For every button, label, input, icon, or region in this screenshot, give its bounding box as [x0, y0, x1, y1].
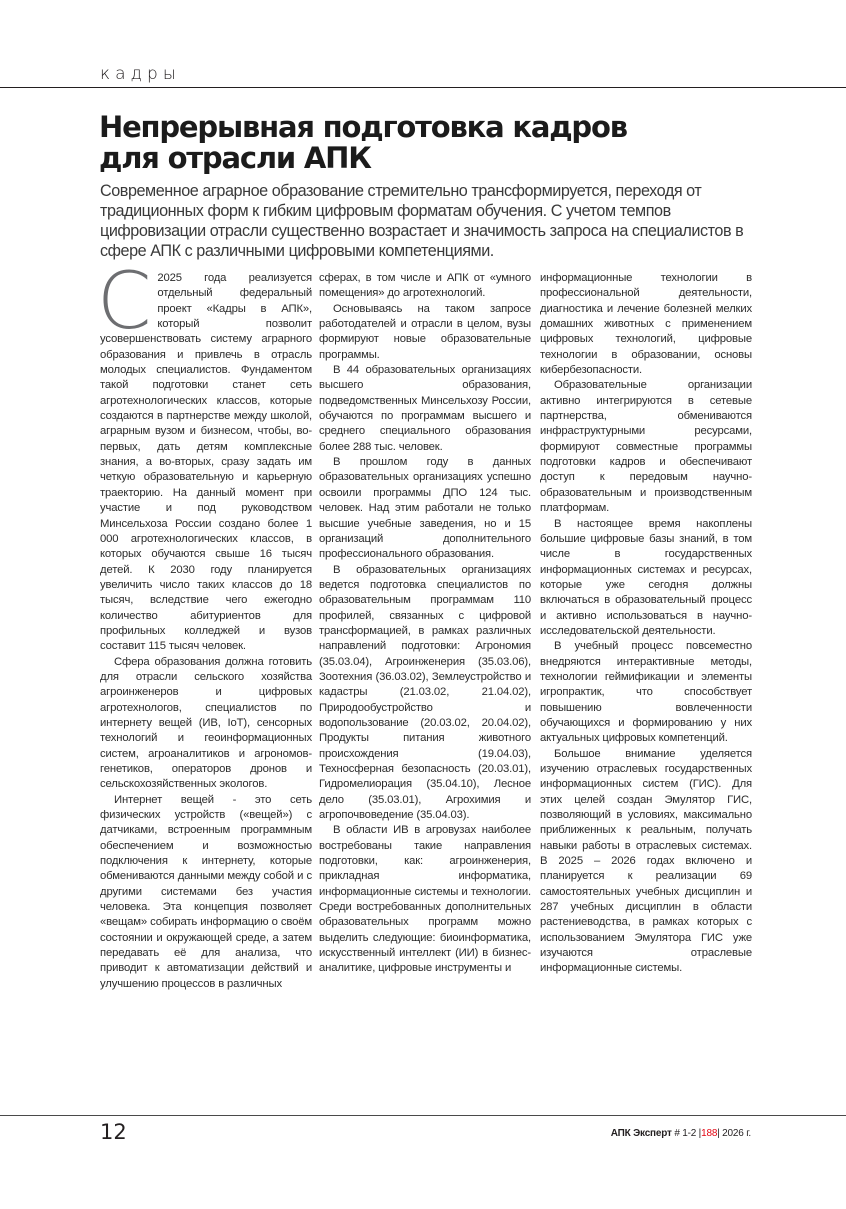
article-title-line2: для отрасли АПК — [99, 141, 371, 175]
paragraph: Интернет вещей - это сеть физических устройств («вещей») с датчиками, встроенным программным обеспечением и возможностью подключения к интернету, которые обмениваются данными между собой и с другими системами без участия человека. Эта концепция позволяет «вещам» собирать информацию о своём состоянии и окружающей среде, а затем передавать её для анализа, что приводит к автоматизации действий и улучшению процессов в различных — [100, 793, 312, 990]
paragraph: Сфера образования должна готовить для отрасли сельского хозяйства агроинженеров и цифровых агротехнологов, специалистов по интернету вещей (ИВ, IoT), сенсорных технологий и геоинформационных систем, агроаналитиков и агрономов-генетиков, операторов дронов и сельскохозяйственных экологов. — [100, 655, 312, 791]
paragraph: В учебный процесс повсеместно внедряются интерактивные методы, технологии геймификации и элементы игропрактик, что способствует повышению вовлеченности обучающихся и формированию у них актуальных цифровых компетенций. — [540, 640, 752, 745]
drop-cap: С — [97, 257, 152, 347]
article-lead: Современное аграрное образование стремительно трансформируется, переходя от традиционных форм к гибким цифровым форматам обучения. С учетом темпов цифровизации отрасли существенно возрастает и значимость запроса на специалистов в сфере АПК с различными цифровыми компетенциями. — [100, 182, 744, 260]
paragraph: В настоящее время накоплены большие цифровые базы знаний, в том числе в государственных информационных системах и ресурсах, которые уже сегодня должны включаться в образовательный процесс и активно использоваться в научно-исследовательской деятельности. — [540, 517, 752, 637]
column-1 — [97, 257, 312, 992]
paragraph: Основываясь на таком запросе работодателей и отрасли в целом, вузы формируют новые образовательные программы. — [319, 302, 531, 361]
page-number: 12 — [100, 1120, 127, 1144]
paragraph: В 44 образовательных организациях высшего образования, подведомственных Минсельхозу России, обучаются по программам высшего и среднего специального образования более 288 тыс. человек. — [319, 364, 531, 453]
footer-divider — [0, 1115, 846, 1116]
section-label: кадры — [100, 64, 181, 84]
magazine-name: АПК Эксперт — [610, 1128, 672, 1139]
issue-info — [611, 1128, 751, 1139]
paragraph-intro — [97, 257, 312, 655]
paragraph-continued: информационные технологии в профессиональной деятельности, диагностика и лечение болезней мелких домашних животных с применением цифровых технологий, цифровые технологии в образовании, основы кибербезопасности. — [540, 272, 752, 377]
column-2 — [319, 271, 531, 977]
column-3 — [540, 271, 752, 977]
issue-prefix: # 1-2 | — [671, 1128, 702, 1139]
article-title-line1: Непрерывная подготовка кадров — [99, 110, 627, 144]
paragraph-continued: сферах, в том числе и АПК от «умного помещения» до агротехнологий. — [319, 272, 531, 300]
article-title — [99, 112, 739, 174]
paragraph: В образовательных организациях ведется подготовка специалистов по образовательным программам 110 профилей, связанных с цифровой трансформацией, в рамках различных направлений подготовки: Агрономия (35.03.04), Агроинженерия (35.03.06), Зоотехния (36.03.02), Землеустройство и кадастры (21.03.02, 21.04.02), Природообустройство и водопользование (20.03.02, 20.04.02), Продукты питания животного происхождения (19.04.03), Техносферная безопасность (20.03.01), Гидромелиорация (35.04.10), Лесное дело (35.03.01), Агрохимия и агропочвоведение (35.04.03). — [319, 563, 531, 822]
issue-number: 188 — [701, 1128, 718, 1139]
paragraph: Образовательные организации активно интегрируются в сетевые партнерства, обмениваются инфраструктурными ресурсами, формируют совместные программы подготовки кадров и обеспечивают доступ к передовым научно-образовательным и производственным платформам. — [540, 379, 752, 515]
paragraph-text: 2025 года реализуется отдельный федеральный проект «Кадры в АПК», который позволит усовершенствовать систему аграрного образования и привлечь в отрасль молодых специалистов. Фундаментом такой подготовки станет сеть агротехнологических классов, которые создаются в партнерстве между школой, аграрным вузом и бизнесом, чтобы, во-первых, дать детям комплексные знания, а во-вторых, сразу задать им четкую образовательную и карьерную траекторию. На данный момент при участие и под руководством Минсельхоза России создано более 1 000 агротехнологических классов, в которых обучаются свыше 16 тысяч детей. К 2030 году планируется увеличить число таких классов до 18 тысяч, вследствие чего ежегодно количество абитуриентов для профильных колледжей и вузов составит 115 тысяч человек. — [100, 272, 312, 653]
paragraph: Большое внимание уделяется изучению отраслевых государственных информационных систем (ГИС). Для этих целей создан Эмулятор ГИС, позволяющий в условиях, максимально приближенных к реальным, получать навыки работы в отраслевых системах. В 2025 – 2026 годах включено и планируется к реализации 69 самостоятельных учебных дисциплин и 287 учебных дисциплин в области растениеводства, в рамках которых с использованием Эмулятора ГИС уже изучаются отраслевые информационные системы. — [540, 747, 752, 975]
paragraph: В области ИВ в агровузах наиболее востребованы такие направления подготовки, как: агроинженерия, прикладная информатика, информационные системы и технологии. Среди востребованных дополнительных образовательных программ можно выделить следующие: биоинформатика, искусственный интеллект (ИИ) в бизнес-аналитике, цифровые инструменты и — [319, 824, 531, 975]
issue-suffix: | 2026 г. — [717, 1128, 751, 1139]
paragraph: В прошлом году в данных образовательных организациях успешно освоили программы ДПО 124 тыс. человек. Над этим работали не только высшие учебные заведения, но и 15 организаций дополнительного профессионального образования. — [319, 456, 531, 561]
header-divider — [0, 87, 846, 88]
